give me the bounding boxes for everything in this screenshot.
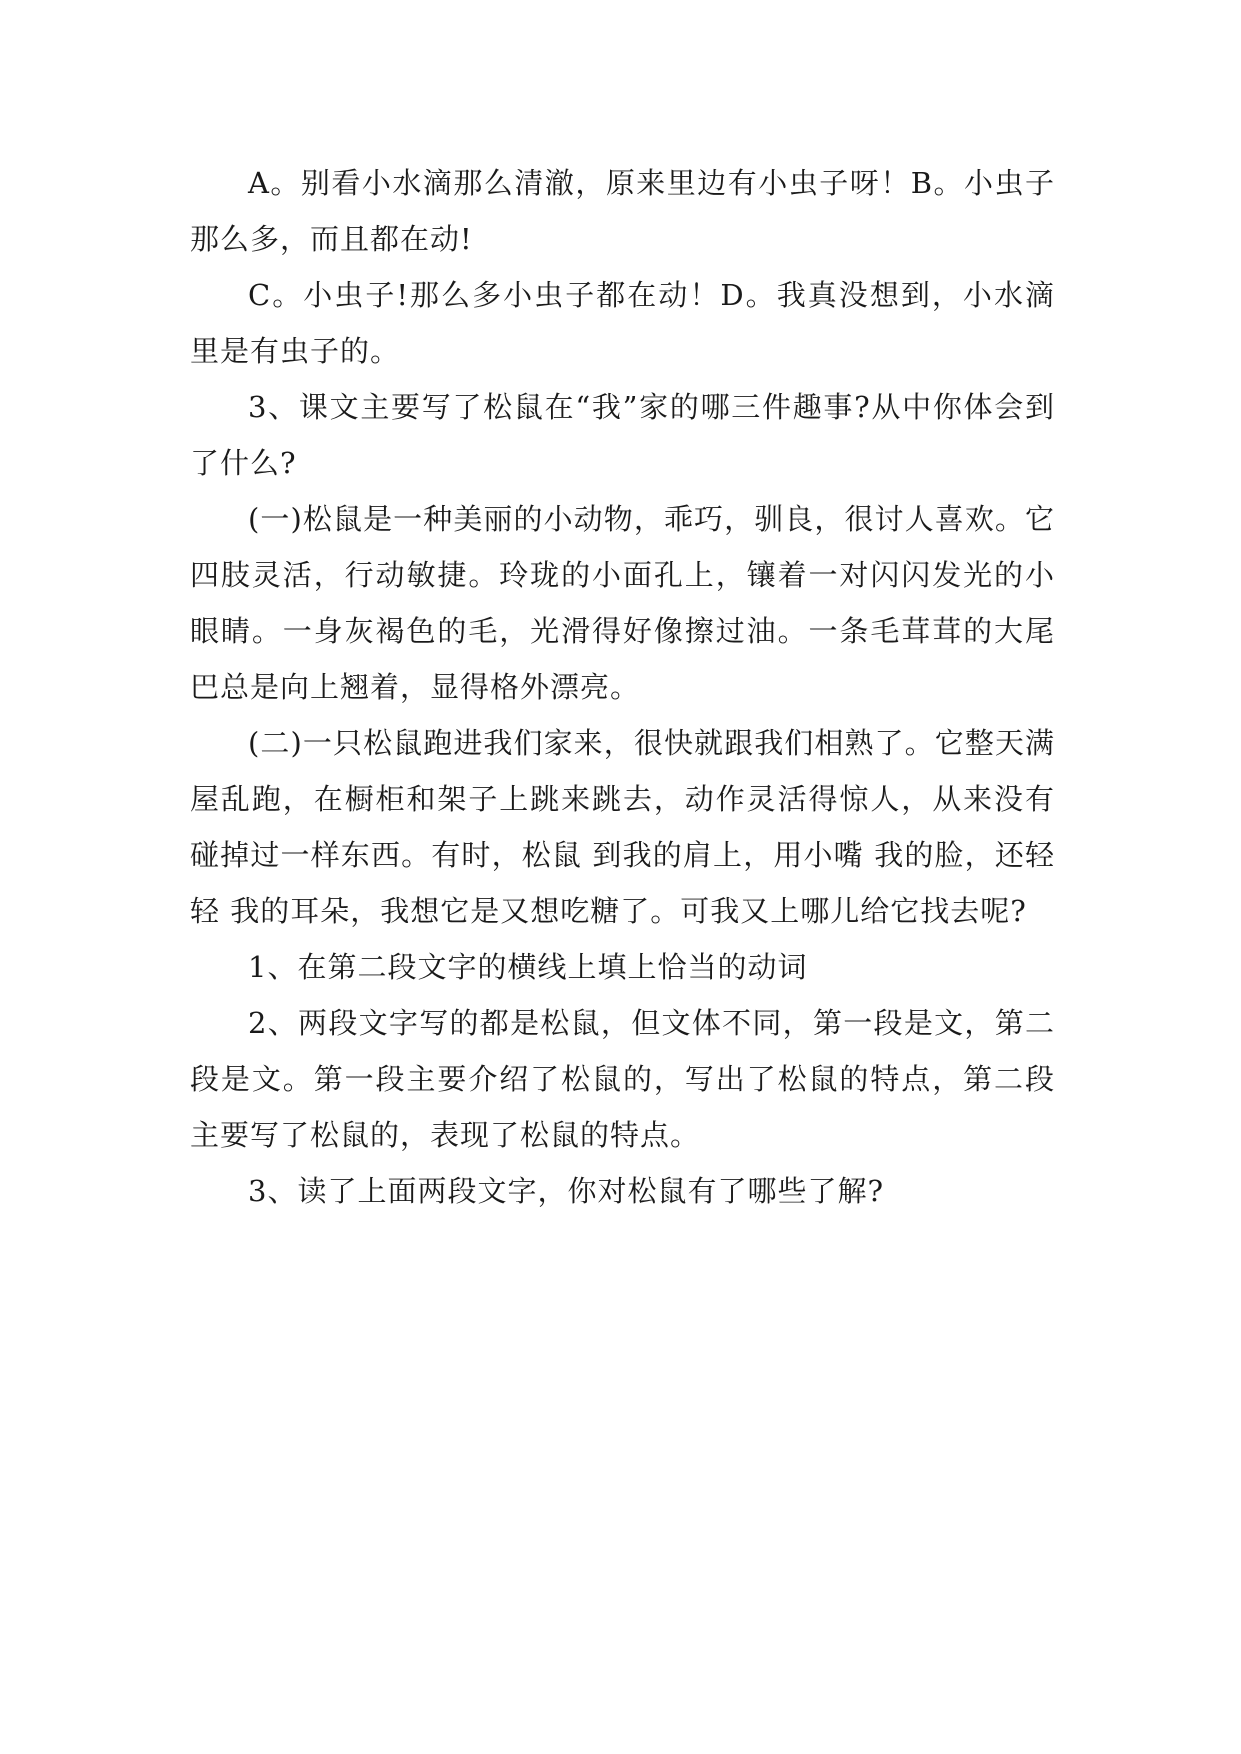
passage-two-paragraph: (二)一只松鼠跑进我们家来，很快就跟我们相熟了。它整天满屋乱跑，在橱柜和架子上跳来跳去，动作灵活得惊人，从来没有碰掉过一样东西。有时，松鼠 到我的肩上，用小嘴 我的脸，还轻轻 我的耳朵，我想它是又想吃糖了。可我又上哪儿给它找去呢? <box>190 726 1055 928</box>
option-a-b-paragraph: A。别看小水滴那么清澈，原来里边有小虫子呀！B。小虫子那么多，而且都在动! <box>190 166 1055 256</box>
option-c-d-paragraph: C。小虫子!那么多小虫子都在动！D。我真没想到，小水滴里是有虫子的。 <box>190 278 1055 368</box>
passage-one-paragraph: (一)松鼠是一种美丽的小动物，乖巧，驯良，很讨人喜欢。它四肢灵活，行动敏捷。玲珑的小面孔上，镶着一对闪闪发光的小眼睛。一身灰褐色的毛，光滑得好像擦过油。一条毛茸茸的大尾巴总是向上翘着，显得格外漂亮。 <box>190 502 1055 704</box>
exercise-2-paragraph: 2、两段文字写的都是松鼠，但文体不同，第一段是文，第二段是文。第一段主要介绍了松鼠的，写出了松鼠的特点，第二段主要写了松鼠的，表现了松鼠的特点。 <box>190 1006 1055 1152</box>
document-body <box>190 155 1055 1219</box>
exercise-1-paragraph: 1、在第二段文字的横线上填上恰当的动词 <box>248 950 808 984</box>
exercise-3-paragraph: 3、读了上面两段文字，你对松鼠有了哪些了解? <box>248 1174 884 1208</box>
question-3-paragraph: 3、课文主要写了松鼠在“我”家的哪三件趣事?从中你体会到了什么? <box>190 390 1055 480</box>
